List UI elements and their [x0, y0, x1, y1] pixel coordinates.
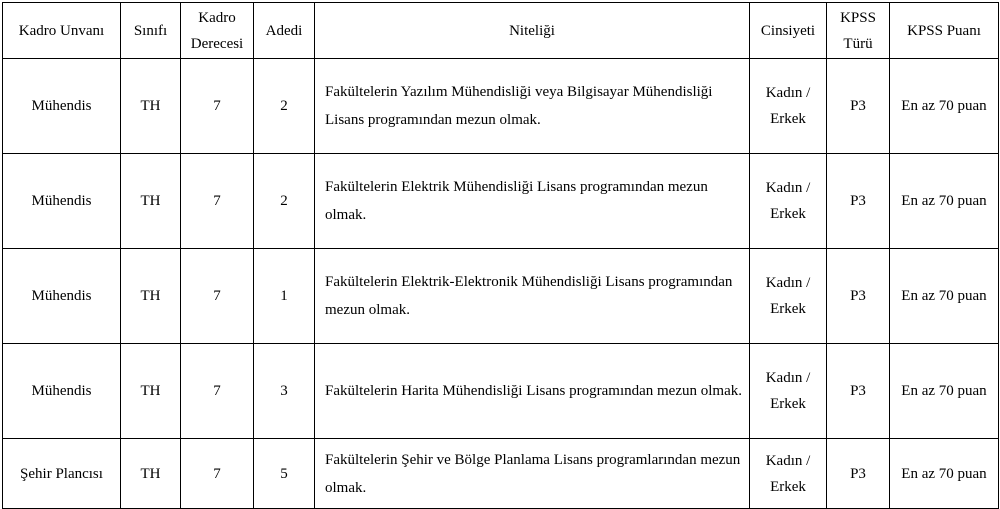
cell-adet: 3 [254, 344, 315, 439]
header-sinifi: Sınıfı [121, 3, 181, 59]
cell-kpss-puani: En az 70 puan [890, 439, 999, 509]
cell-nitelik: Fakültelerin Şehir ve Bölge Planlama Lisans programlarından mezun olmak. [315, 439, 750, 509]
table-row [3, 439, 999, 509]
header-kpss-turu: KPSS Türü [827, 3, 890, 59]
cell-cinsiyet: Kadın / Erkek [750, 249, 827, 344]
cell-sinif: TH [121, 344, 181, 439]
cell-derece: 7 [181, 59, 254, 154]
header-kpss-puani: KPSS Puanı [890, 3, 999, 59]
cell-sinif: TH [121, 439, 181, 509]
cell-nitelik: Fakültelerin Elektrik-Elektronik Mühendisliği Lisans programından mezun olmak. [315, 249, 750, 344]
cell-derece: 7 [181, 154, 254, 249]
cell-unvan: Şehir Plancısı [3, 439, 121, 509]
cell-sinif: TH [121, 154, 181, 249]
cell-adet: 5 [254, 439, 315, 509]
cell-kpss-turu: P3 [827, 154, 890, 249]
header-kadro-derecesi: Kadro Derecesi [181, 3, 254, 59]
cell-kpss-turu: P3 [827, 249, 890, 344]
table-row [3, 154, 999, 249]
cell-kpss-turu: P3 [827, 59, 890, 154]
cell-sinif: TH [121, 59, 181, 154]
cell-unvan: Mühendis [3, 344, 121, 439]
cell-nitelik: Fakültelerin Elektrik Mühendisliği Lisans programından mezun olmak. [315, 154, 750, 249]
cell-unvan: Mühendis [3, 249, 121, 344]
header-adedi: Adedi [254, 3, 315, 59]
cell-kpss-turu: P3 [827, 439, 890, 509]
table-row [3, 249, 999, 344]
positions-table [2, 2, 999, 509]
cell-derece: 7 [181, 439, 254, 509]
cell-unvan: Mühendis [3, 154, 121, 249]
header-kadro-unvani: Kadro Unvanı [3, 3, 121, 59]
cell-cinsiyet: Kadın / Erkek [750, 439, 827, 509]
cell-adet: 1 [254, 249, 315, 344]
cell-derece: 7 [181, 249, 254, 344]
header-niteligi: Niteliği [315, 3, 750, 59]
cell-kpss-puani: En az 70 puan [890, 344, 999, 439]
cell-nitelik: Fakültelerin Yazılım Mühendisliği veya Bilgisayar Mühendisliği Lisans programından mezun olmak. [315, 59, 750, 154]
cell-derece: 7 [181, 344, 254, 439]
cell-unvan: Mühendis [3, 59, 121, 154]
header-row [3, 3, 999, 59]
cell-sinif: TH [121, 249, 181, 344]
cell-nitelik: Fakültelerin Harita Mühendisliği Lisans programından mezun olmak. [315, 344, 750, 439]
cell-kpss-puani: En az 70 puan [890, 154, 999, 249]
cell-cinsiyet: Kadın / Erkek [750, 344, 827, 439]
cell-kpss-puani: En az 70 puan [890, 249, 999, 344]
cell-adet: 2 [254, 59, 315, 154]
table-row [3, 59, 999, 154]
cell-kpss-puani: En az 70 puan [890, 59, 999, 154]
cell-kpss-turu: P3 [827, 344, 890, 439]
cell-cinsiyet: Kadın / Erkek [750, 154, 827, 249]
cell-cinsiyet: Kadın / Erkek [750, 59, 827, 154]
header-cinsiyeti: Cinsiyeti [750, 3, 827, 59]
table-row [3, 344, 999, 439]
cell-adet: 2 [254, 154, 315, 249]
